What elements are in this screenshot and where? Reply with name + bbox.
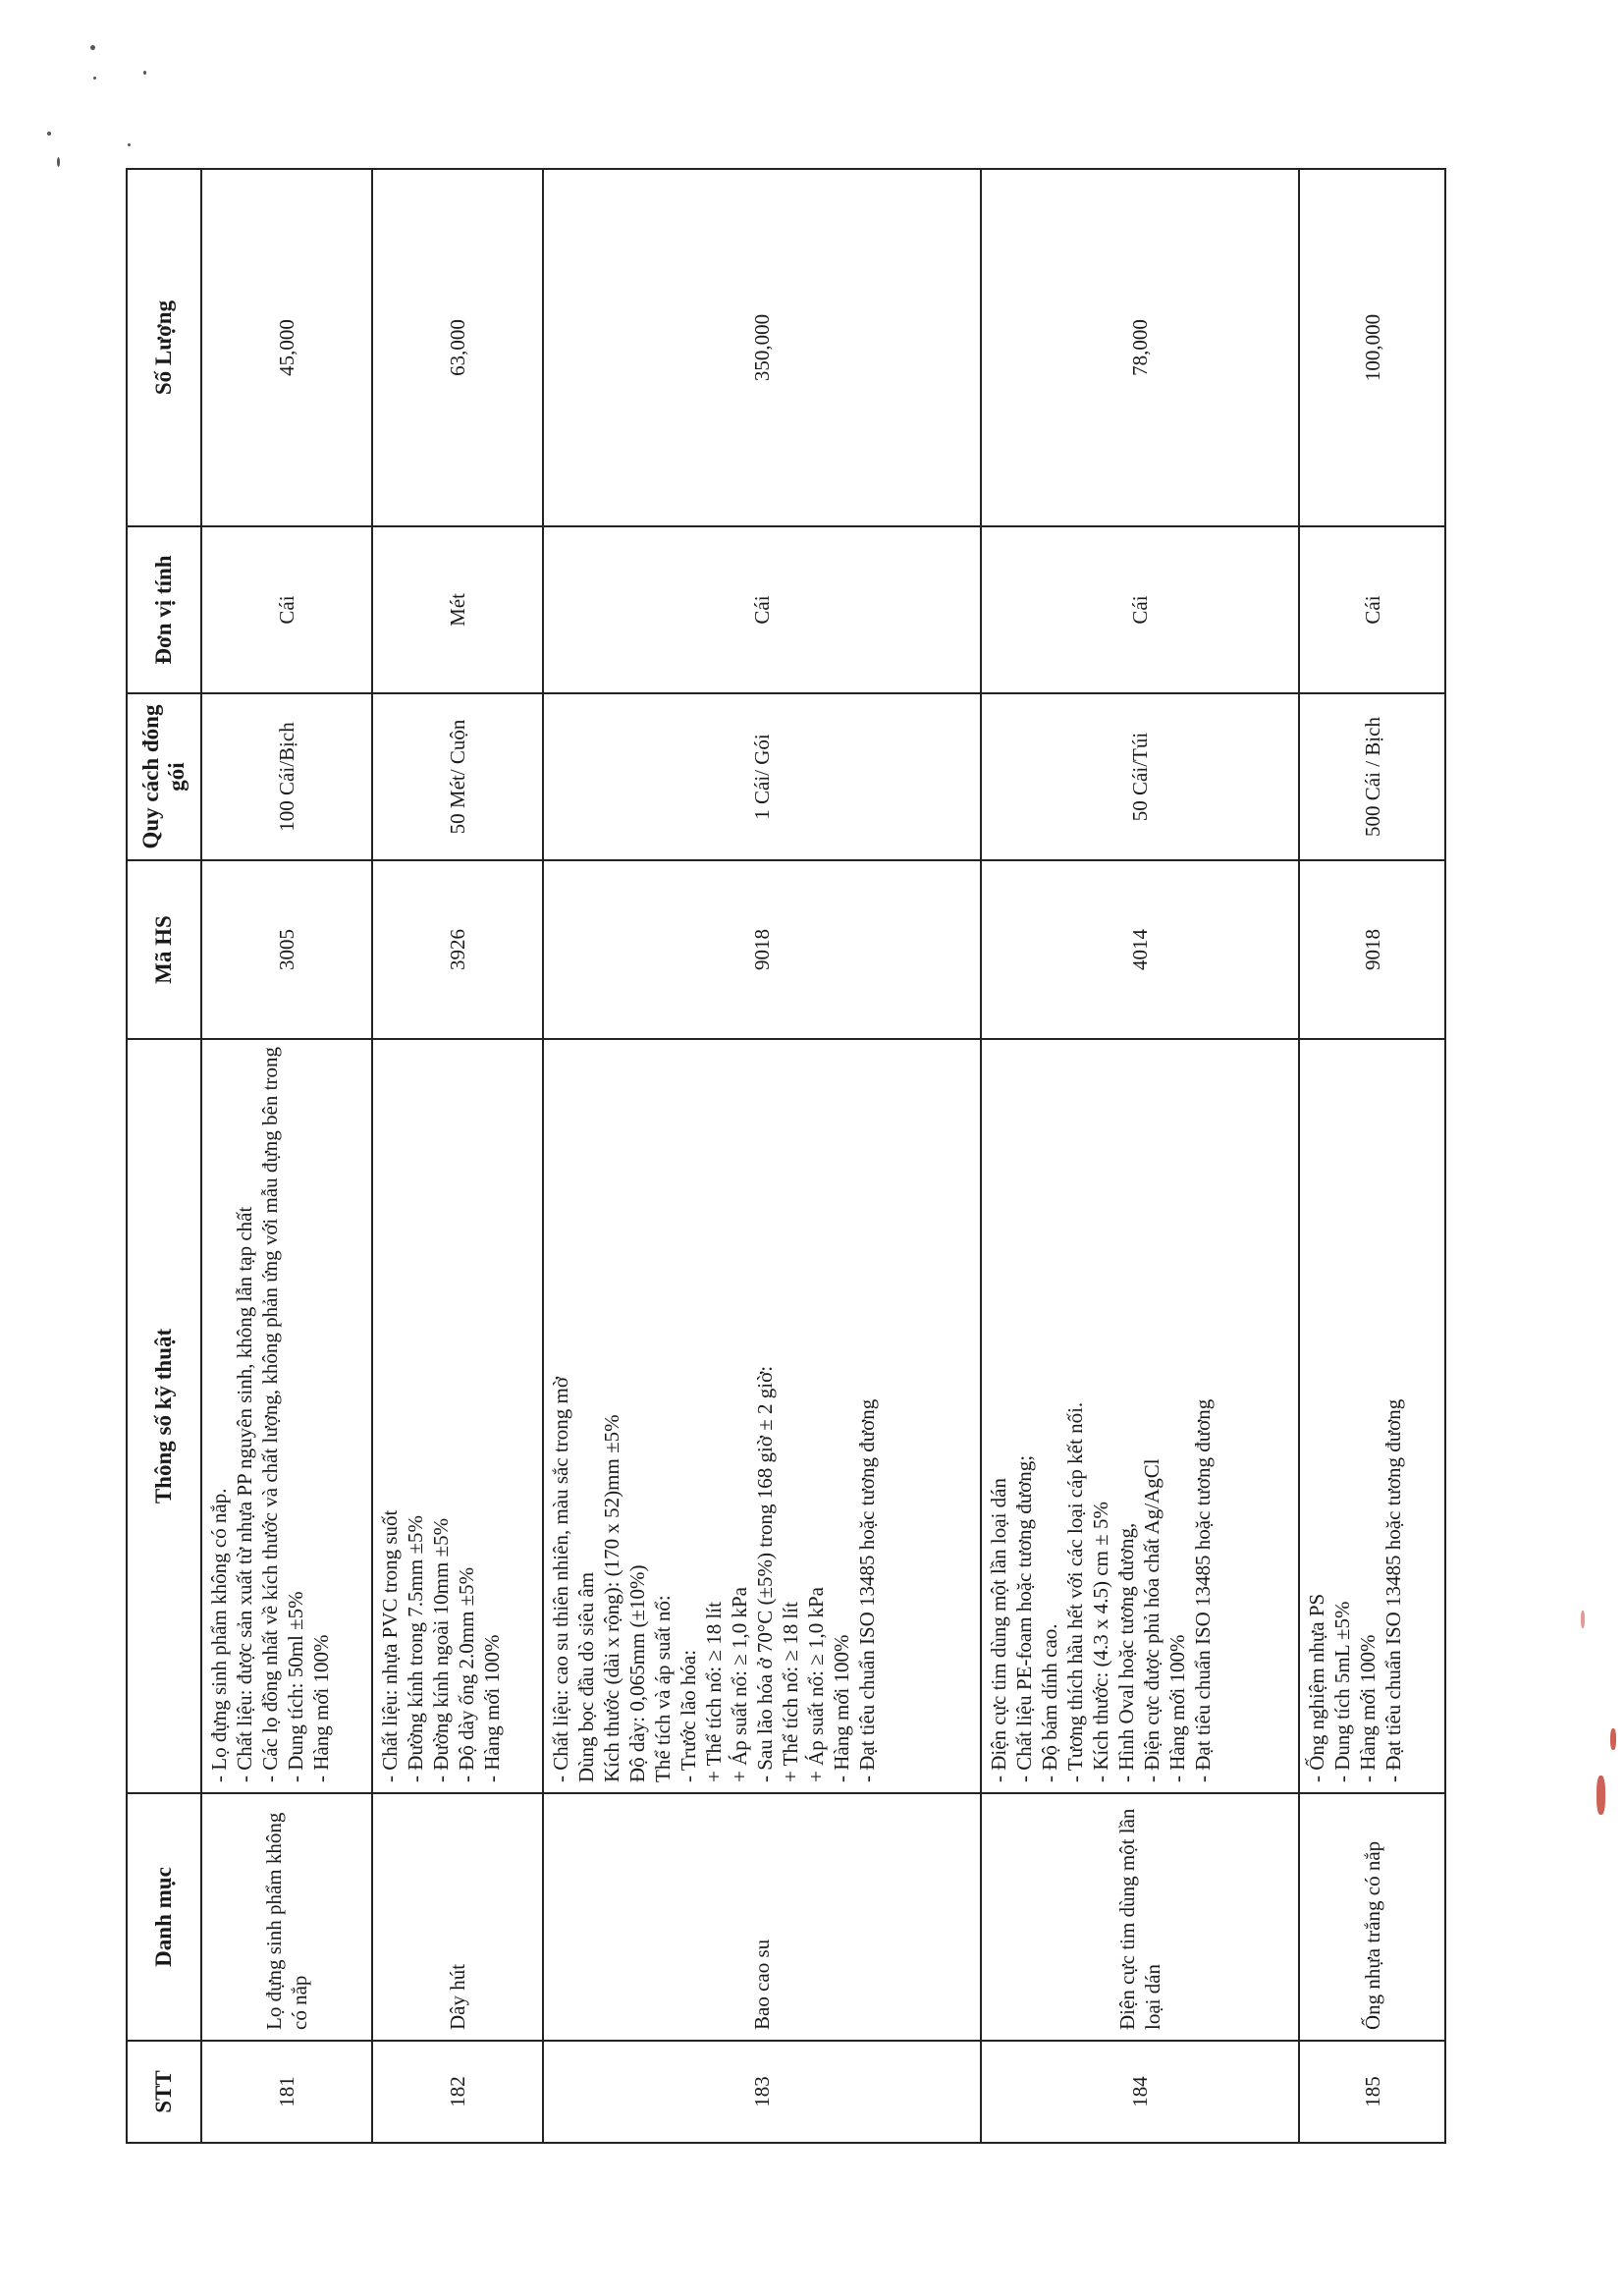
scan-speck [93, 77, 96, 80]
table-row [372, 169, 543, 2143]
spec-line: - Hàng mới 100% [480, 1634, 505, 1782]
spec-line: - Tương thích hầu hết với các loại cáp kết nối. [1063, 1401, 1088, 1782]
table-row [1299, 169, 1445, 2143]
cell-specs [1299, 1039, 1445, 1793]
scan-speck [90, 45, 95, 50]
cell-unit: Cái [201, 526, 372, 693]
cell-hs-code: 9018 [1299, 860, 1445, 1039]
cell-packaging: 1 Cái/ Gói [543, 693, 981, 860]
cell-stt: 184 [981, 2041, 1299, 2143]
cell-specs [201, 1039, 372, 1793]
spec-line: Dùng bọc đầu dò siêu âm [574, 1571, 599, 1782]
spec-line: - Kích thước: (4.3 x 4.5) cm ± 5% [1089, 1502, 1113, 1782]
rotated-page [126, 170, 1446, 2144]
spec-line: - Đạt tiêu chuẩn ISO 13485 hoặc tương đương [855, 1398, 880, 1782]
cell-specs [543, 1039, 981, 1793]
spec-line: + Áp suất nổ: ≥ 1,0 kPa [728, 1587, 752, 1782]
header-quy-cach: Quy cách đóng gói [127, 693, 201, 860]
spec-line: + Áp suất nổ: ≥ 1,0 kPa [804, 1587, 829, 1782]
spec-line: + Thể tích nổ: ≥ 18 lít [702, 1602, 727, 1782]
cell-packaging: 50 Mét/ Cuộn [372, 693, 543, 860]
red-ink-mark [1597, 1776, 1605, 1815]
red-ink-mark [1581, 1611, 1585, 1628]
spec-line: - Chất liệu: nhựa PVC trong suốt [378, 1509, 403, 1782]
item-name: Bao cao su [750, 1939, 775, 2030]
item-name: Dây hút [446, 1963, 470, 2030]
product-spec-table [126, 168, 1446, 2144]
cell-stt: 182 [372, 2041, 543, 2143]
spec-line: - Hàng mới 100% [830, 1634, 854, 1782]
table-header-row [127, 169, 201, 2143]
cell-name [981, 1793, 1299, 2041]
spec-line: - Đạt tiêu chuẩn ISO 13485 hoặc tương đương [1381, 1398, 1406, 1782]
cell-specs [372, 1039, 543, 1793]
header-ma-hs: Mã HS [127, 860, 201, 1039]
item-name: Điện cực tim dùng một lần loại dán [1115, 1808, 1165, 2030]
spec-line: + Thể tích nổ: ≥ 18 lít [779, 1602, 803, 1782]
header-don-vi: Đơn vị tính [127, 526, 201, 693]
cell-quantity: 100,000 [1299, 169, 1445, 526]
header-stt: STT [127, 2041, 201, 2143]
spec-line: - Điện cực được phủ hóa chất Ag/AgCl [1140, 1458, 1164, 1782]
spec-line: - Đường kính ngoài 10mm ±5% [429, 1517, 454, 1782]
cell-quantity: 350,000 [543, 169, 981, 526]
cell-packaging: 500 Cái / Bịch [1299, 693, 1445, 860]
spec-line: - Điện cực tim dùng một lần loại dán [987, 1478, 1011, 1782]
red-ink-mark [1610, 1728, 1616, 1750]
cell-name [372, 1793, 543, 2041]
scan-speck [47, 132, 51, 136]
spec-line: - Dung tích: 50ml ±5% [284, 1591, 307, 1782]
scan-speck [143, 71, 146, 75]
item-name: Ống nhựa trắng có nắp [1360, 1840, 1384, 2030]
spec-line: - Đạt tiêu chuẩn ISO 13485 hoặc tương đương [1191, 1398, 1216, 1782]
cell-unit: Cái [1299, 526, 1445, 693]
spec-line: - Chất liệu: được sản xuất từ nhựa PP nguyên sinh, không lẫn tạp chất [233, 1206, 256, 1782]
spec-line: - Độ dày ống 2.0mm ±5% [455, 1566, 479, 1782]
cell-specs [981, 1039, 1299, 1793]
cell-unit: Cái [543, 526, 981, 693]
cell-stt: 183 [543, 2041, 981, 2143]
spec-line: - Chất liệu: cao su thiên nhiên, màu sắc trong mờ [549, 1377, 573, 1782]
cell-stt: 181 [201, 2041, 372, 2143]
spec-line: - Đường kính trong 7.5mm ±5% [404, 1515, 428, 1782]
spec-line: - Hàng mới 100% [1356, 1634, 1380, 1782]
table-row [981, 169, 1299, 2143]
cell-unit: Cái [981, 526, 1299, 693]
spec-line: - Hàng mới 100% [309, 1634, 333, 1782]
cell-hs-code: 3926 [372, 860, 543, 1039]
spec-line: - Trước lão hóa: [677, 1649, 701, 1782]
cell-quantity: 63,000 [372, 169, 543, 526]
header-danh-muc: Danh mục [127, 1793, 201, 2041]
header-so-luong: Số Lượng [127, 169, 201, 526]
spec-line: - Lọ đựng sinh phẩm không có nắp. [207, 1488, 231, 1782]
spec-line: - Hình Oval hoặc tương đương, [1114, 1522, 1139, 1782]
cell-name [1299, 1793, 1445, 2041]
cell-hs-code: 3005 [201, 860, 372, 1039]
spec-line: - Dung tích 5mL ±5% [1330, 1601, 1355, 1782]
cell-hs-code: 4014 [981, 860, 1299, 1039]
cell-stt: 185 [1299, 2041, 1445, 2143]
cell-name [543, 1793, 981, 2041]
spec-line: - Hàng mới 100% [1165, 1634, 1190, 1782]
cell-quantity: 45,000 [201, 169, 372, 526]
spec-line: - Sau lão hóa ở 70°C (±5%) trong 168 giờ ± 2 giờ: [753, 1365, 778, 1782]
cell-quantity: 78,000 [981, 169, 1299, 526]
spec-line: Thể tích và áp suất nổ: [651, 1595, 676, 1782]
item-name: Lọ đựng sinh phẩm không có nắp [262, 1812, 312, 2030]
scan-speck [128, 143, 131, 146]
spec-line: Kích thước (dài x rộng): (170 x 52)mm ±5% [600, 1414, 624, 1782]
scan-speck [57, 157, 60, 167]
spec-line: - Ống nghiệm nhựa PS [1305, 1593, 1329, 1782]
cell-hs-code: 9018 [543, 860, 981, 1039]
spec-line: Độ dày: 0,065mm (±10%) [625, 1564, 650, 1782]
cell-packaging: 100 Cái/Bịch [201, 693, 372, 860]
cell-unit: Mét [372, 526, 543, 693]
spec-line: - Các lọ đồng nhất về kích thước và chất lượng, không phản ứng với mẫu đựng bên trong [258, 1047, 282, 1782]
spec-line: - Độ bám dính cao. [1038, 1623, 1062, 1782]
table-row [543, 169, 981, 2143]
cell-packaging: 50 Cái/Túi [981, 693, 1299, 860]
cell-name [201, 1793, 372, 2041]
header-thong-so: Thông số kỹ thuật [127, 1039, 201, 1793]
spec-line: - Chất liệu PE-foam hoặc tương đương; [1012, 1454, 1037, 1782]
table-row [201, 169, 372, 2143]
